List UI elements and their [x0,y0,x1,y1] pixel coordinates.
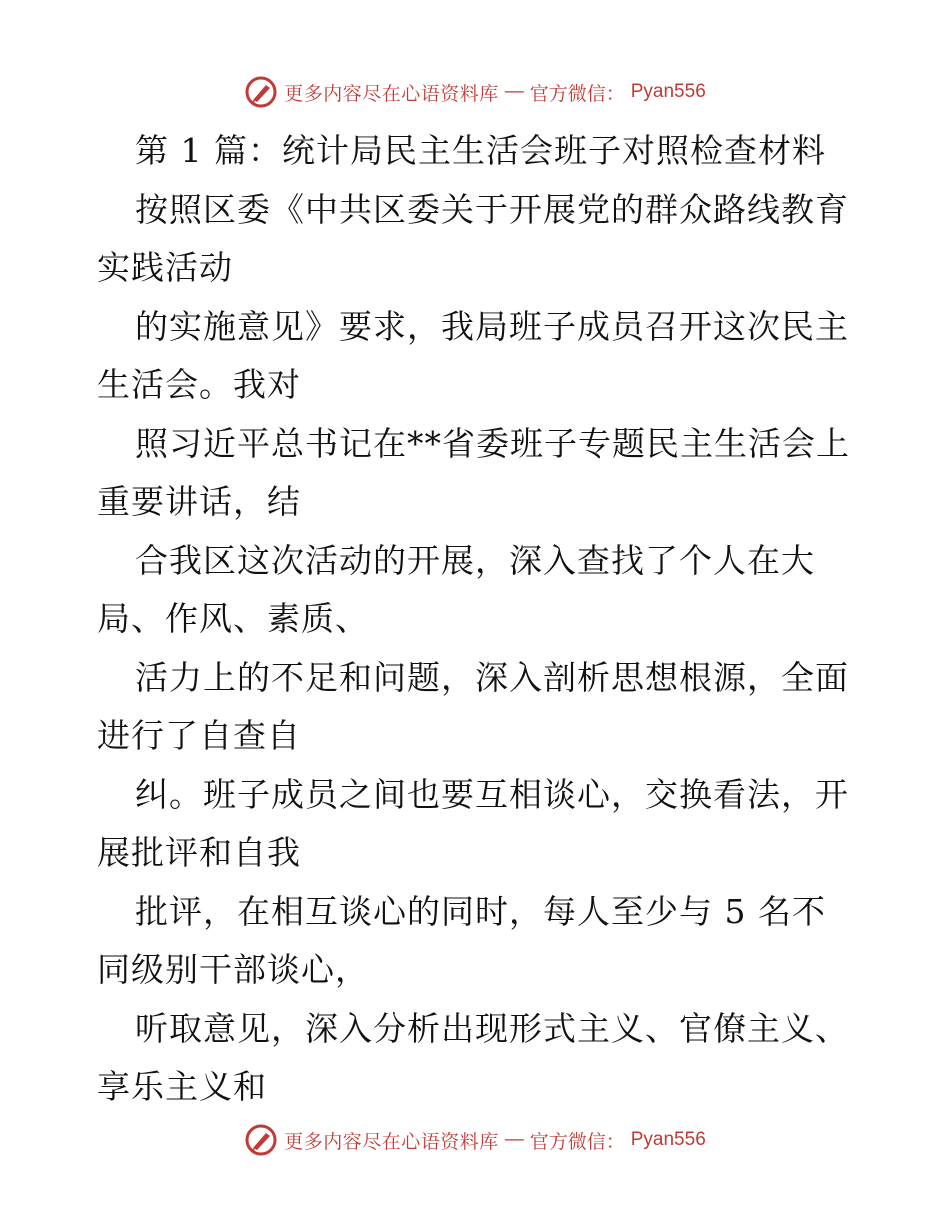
text-line: 批评，在相互谈心的同时，每人至少与 5 名不 [135,891,826,931]
text-line: 同级别干部谈心， [97,950,369,989]
watermark-label: 官方微信： [529,1130,625,1153]
watermark-separator: — [504,1129,524,1150]
text-line: 听取意见，深入分析出现形式主义、官僚主义、 [135,1008,849,1048]
text-line: 的实施意见》要求，我局班子成员召开这次民主 [135,306,849,346]
pen-logo-icon [244,75,278,109]
text-line: 纠。班子成员之间也要互相谈心，交换看法，开 [135,774,849,814]
text-line: 重要讲话，结 [97,482,301,521]
footer-watermark [0,1120,950,1160]
text-line: 照习近平总书记在**省委班子专题民主生活会上 [135,423,850,463]
text-line: 活力上的不足和问题，深入剖析思想根源，全面 [135,657,849,697]
watermark-separator: — [504,81,524,102]
watermark-text: 更多内容尽在心语资料库 [284,82,499,105]
document-body [97,122,857,1117]
pen-logo-icon [244,1123,278,1157]
watermark-text: 更多内容尽在心语资料库 [284,1130,499,1153]
text-line: 按照区委《中共区委关于开展党的群众路线教育 [135,189,849,229]
watermark-label: 官方微信： [529,82,625,105]
watermark-wechat-id: Pyan556 [630,81,706,102]
text-line: 实践活动 [97,248,233,287]
text-line: 展批评和自我 [97,833,301,872]
text-line: 进行了自查自 [97,716,301,755]
text-line: 生活会。我对 [97,365,301,404]
text-line: 合我区这次活动的开展，深入查找了个人在大 [135,540,815,580]
header-watermark [0,72,950,112]
watermark-wechat-id: Pyan556 [630,1129,706,1150]
text-line: 享乐主义和 [97,1067,267,1106]
document-title: 第 1 篇：统计局民主生活会班子对照检查材料 [135,131,826,170]
text-line: 局、作风、素质、 [97,599,369,638]
